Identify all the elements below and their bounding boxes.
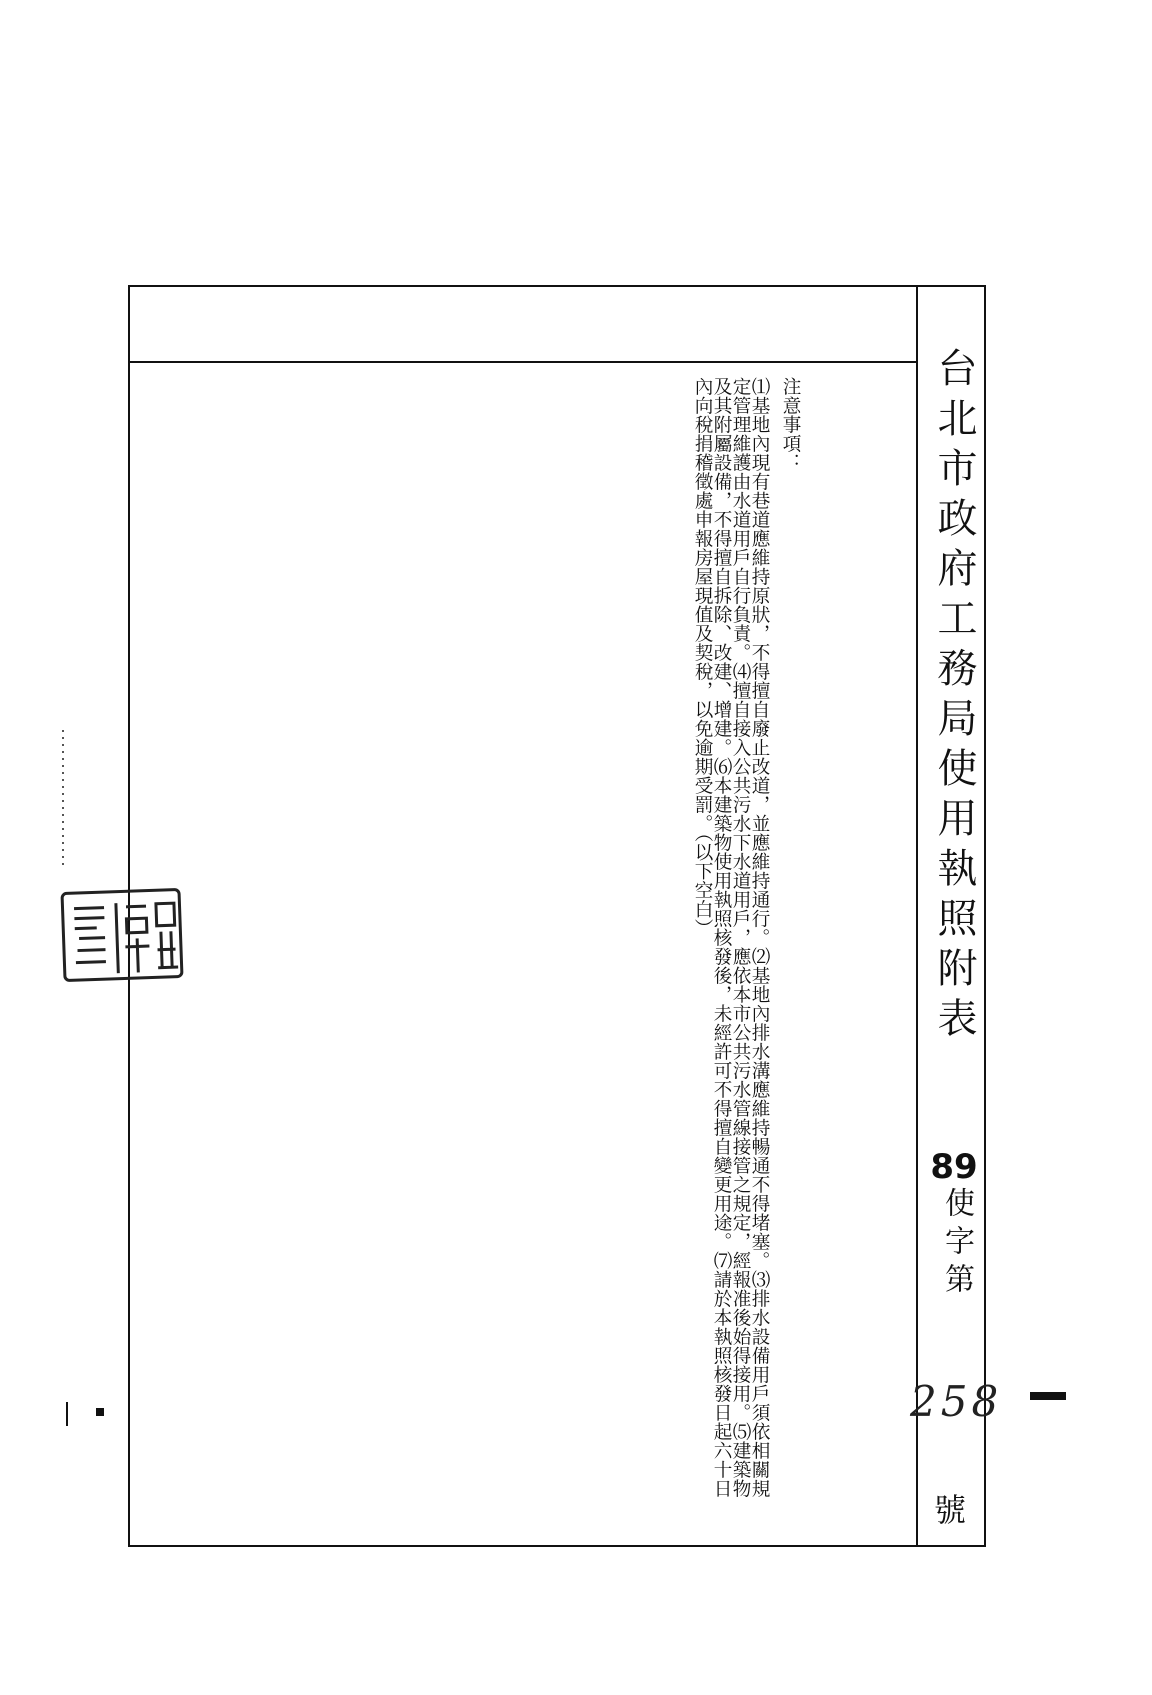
scan-dots bbox=[62, 730, 64, 870]
notice-heading: 注意事項： bbox=[780, 377, 801, 472]
license-label: 使字第 bbox=[939, 1187, 974, 1301]
form-frame bbox=[128, 285, 1003, 1547]
document-title: 台北市政府工務局使用執照附表 bbox=[931, 347, 977, 1047]
notice-block bbox=[610, 377, 800, 1507]
form-top-band bbox=[130, 287, 916, 363]
scan-mark bbox=[96, 1408, 104, 1416]
license-year: 89 bbox=[930, 1147, 978, 1187]
scan-mark bbox=[66, 1402, 68, 1426]
title-column bbox=[910, 287, 1003, 1545]
official-seal-stamp bbox=[60, 888, 183, 982]
scan-mark bbox=[1030, 1392, 1066, 1400]
license-suffix: 號 bbox=[934, 1491, 967, 1529]
seal-glyph-art bbox=[64, 891, 184, 982]
notice-body: ⑴基地內現有巷道應維持原狀，不得擅自廢止改道，並應維持通行。⑵基地內排水溝應維持暢通不得堵塞。⑶排水設備用戶須依相關規定管理維護由水道用戶自行負責。⑷擅自接入公共污水下水道用戶，應依本市公共污水管線接管之規定，經報准後始得接用。⑸建築物及其附屬設備，不得擅自拆除、改建、增建。⑹本建築物使用執照核發後，未經許可不得擅自變更用途。⑺請於本執照核發日起六十日內向稅捐稽徵處申報房屋現值及契稅，以免逾期受罰。（以下空白） bbox=[692, 377, 770, 1498]
license-number: 258 bbox=[910, 1377, 1003, 1426]
